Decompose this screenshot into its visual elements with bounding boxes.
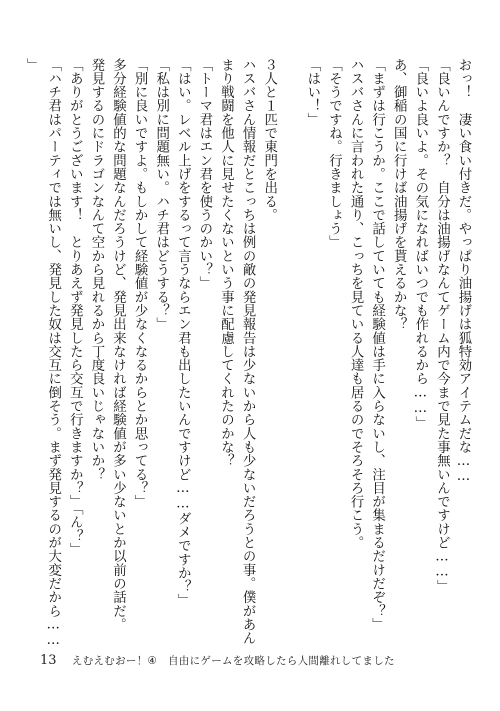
text-line-16: 「別に良いですよ。もしかして経験値が少なくなるからとか思ってる？」	[132, 58, 148, 509]
text-line-15: 「私は別に問題無い。ハチ君はどうする？」	[153, 58, 169, 331]
text-line-4: あ、御稲の国に行けば油揚げを貰えるかな？	[391, 58, 407, 331]
text-line-20: 「ハチ君はパーティでは無いし、発見した奴は交互に倒そう。まず発見するのが大変だから……	[45, 58, 61, 649]
text-line-13: 「トーマ君はエン君を使うのかい？」	[196, 58, 212, 291]
blank-line	[280, 58, 302, 633]
text-line-3: 「良いよ良いよ。その気になればいつでも作れるから……」	[412, 58, 428, 430]
page-footer	[40, 653, 395, 668]
text-line-17: 多分経験値的な問題なんだろうけど、発見出来なければ経験値が多い少ないとか以前の話だ。	[110, 58, 126, 632]
page-number: 13	[40, 653, 57, 668]
vertical-text-body	[24, 58, 474, 649]
text-line-18: 発見するのにドラゴンなんて空から見れるから丁度良いじゃないか？	[88, 58, 104, 482]
text-line-5: 「まずは行こうか。ここで話していても経験値は手に入らないし、注目が集まるだけだぞ？」	[369, 58, 385, 632]
text-line-8: 「はい！」	[304, 58, 320, 127]
text-line-7: 「そうですね。行きましょう」	[326, 58, 342, 250]
text-line-6: ハスバさんに言われた通り、こっちを見ている人達も居るのでそろそろ行こう。	[348, 58, 364, 550]
text-line-14: 「はい。レベル上げをするって言うならエン君も出したいんですけど……ダメですか？」	[175, 58, 191, 608]
text-line-2: 「良いんですか？ 自分は油揚げなんてゲーム内で今まで見た事無いんですけど……」	[434, 58, 450, 594]
text-line-19: 「ありがとうございます！ とりあえず発見したら交互で行きますか？」「ん？」	[67, 58, 83, 557]
text-line-1: おっ！ 凄い食い付きだ。やっぱり油揚げは狐特効アイテムだな……	[456, 58, 471, 485]
text-line-12: まり戦闘を他人に見せたくないという事に配慮してくれたのかな？	[218, 58, 234, 468]
running-title: えむえむおー！④ 自由にゲームを攻略したら人間離れしてました	[71, 655, 395, 667]
text-line-21: 」	[24, 58, 40, 72]
text-line-11: ハスバさん情報だとこっちは例の敵の発見報告は少ないから人も少ないだろうとの事。僕があん	[240, 58, 256, 645]
text-line-10: ３人と１匹で東門を出る。	[261, 58, 277, 222]
